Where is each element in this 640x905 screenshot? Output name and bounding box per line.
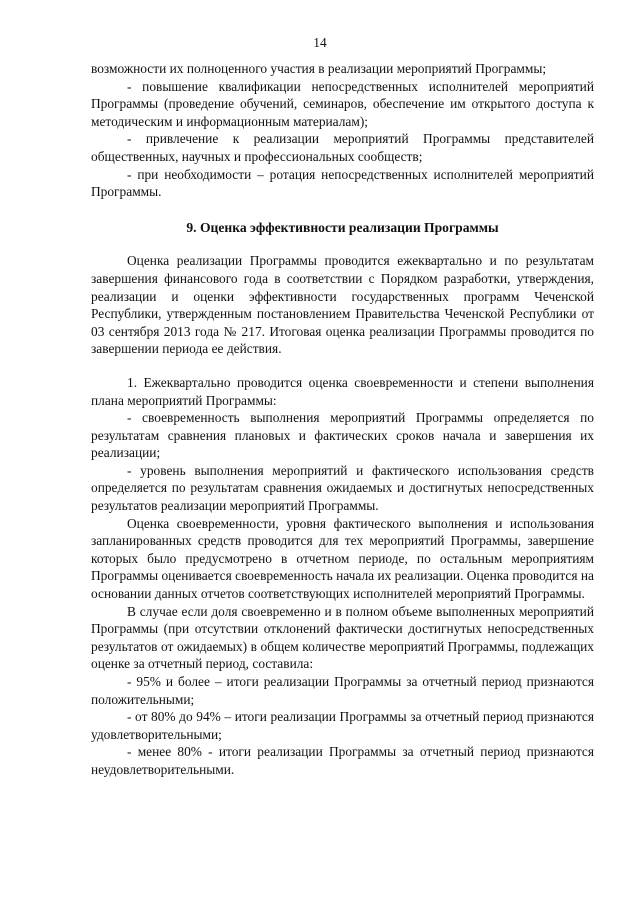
section-paragraph-9: - менее 80% - итоги реализации Программы за отчетный период признаются неудовлетворительными. (91, 744, 594, 777)
section-paragraph-3: - своевременность выполнения мероприятий Программы определяется по результатам сравнения плановых и фактических сроков начала и завершения их реализации; (91, 410, 594, 461)
section-paragraph-2: 1. Ежеквартально проводится оценка своевременности и степени выполнения плана мероприятий Программы: (91, 374, 594, 408)
document-body (91, 60, 594, 779)
section-paragraph-5: Оценка своевременности, уровня фактического выполнения и использования запланированных средств проводится для тех мероприятий Программы, завершение которых было предусмотрено в отчетном периоде, по остальным мероприятиям Программы оценивается своевременность начала их реализации. Оценка проводится на основании данных отчетов соответствующих исполнителей мероприятий Программы. (91, 515, 594, 602)
intro-paragraph-4: - при необходимости – ротация непосредственных исполнителей мероприятий Программы. (91, 166, 594, 200)
section-paragraph-4: - уровень выполнения мероприятий и фактического использования средств определяется по результатам сравнения ожидаемых и достигнутых непосредственных результатов реализации мероприятий Программы. (91, 462, 594, 514)
page-number: 14 (313, 35, 327, 50)
intro-paragraph-2: - повышение квалификации непосредственных исполнителей мероприятий Программы (проведение обучений, семинаров, обеспечение им открытого доступа к методическим и информационным материалам); (91, 78, 594, 129)
section-paragraph-6: В случае если доля своевременно и в полном объеме выполненных мероприятий Программы (при отсутствии отклонений фактически достигнутых непосредственных результатов от ожидаемых) в общем количестве мероприятий Программы, подлежащих оценке за отчетный период, составила: (91, 603, 594, 672)
intro-paragraph-3: - привлечение к реализации мероприятий Программы представителей общественных, научных и профессиональных сообществ; (91, 131, 594, 164)
intro-paragraph-1: возможности их полноценного участия в реализации мероприятий Программы; (91, 61, 547, 76)
section-heading: 9. Оценка эффективности реализации Программы (186, 219, 499, 235)
section-paragraph-8: - от 80% до 94% – итоги реализации Программы за отчетный период признаются удовлетворительными; (91, 709, 594, 742)
section-paragraph-1: Оценка реализации Программы проводится ежеквартально и по результатам завершения финансового года в соответствии с Порядком разработки, утверждения, реализации и оценки эффективности государственных программ Чеченской Республики, утвержденным постановлением Правительства Чеченской Республики от 03 сентября 2013 года № 217. Итоговая оценка реализации Программы проводится по завершении периода ее действия. (91, 253, 594, 357)
section-paragraph-7: - 95% и более – итоги реализации Программы за отчетный период признаются положительными; (91, 674, 594, 707)
